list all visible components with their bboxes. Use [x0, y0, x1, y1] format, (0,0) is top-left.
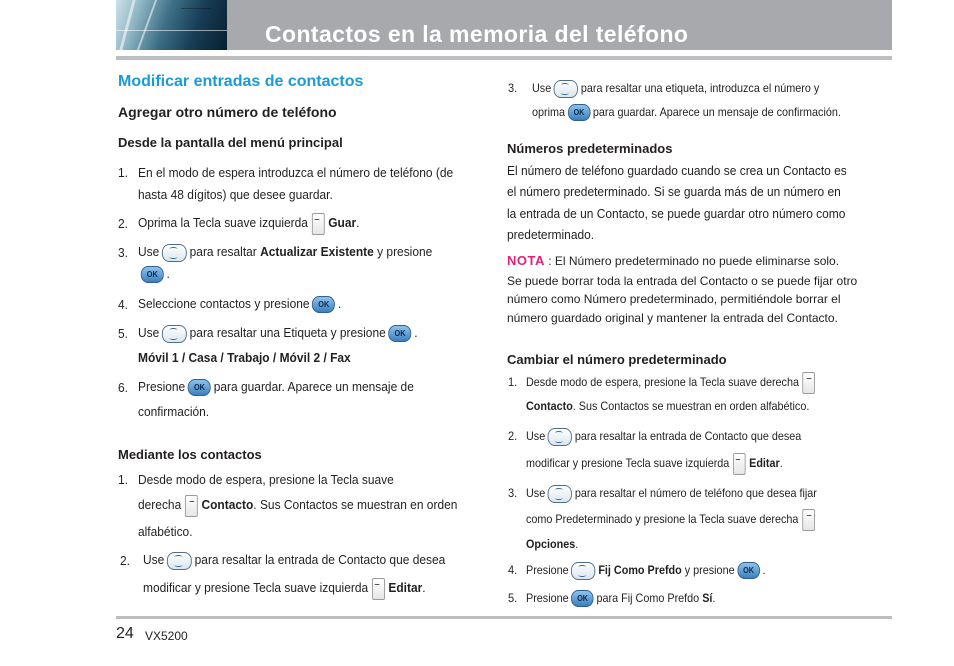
step-text: Oprima la Tecla suave izquierda [138, 215, 308, 230]
step-text: derecha [138, 497, 182, 512]
step-text: modificar y presione Tecla suave izquierda [143, 580, 369, 595]
step-number: 4. [118, 297, 128, 312]
menu-option: Fij Como Prefdo [598, 563, 682, 577]
step-line [526, 452, 783, 475]
page-title: Contactos en la memoria del teléfono [265, 21, 689, 47]
punct: . [356, 215, 360, 230]
right-soft-key-icon [185, 495, 198, 517]
label-options: Móvil 1 / Casa / Trabajo / Móvil 2 / Fax [138, 350, 351, 365]
step-number: 2. [118, 216, 128, 231]
step-text: . Sus Contactos se muestran en orden alfabético. [572, 399, 810, 413]
step-number: 5. [118, 326, 128, 341]
step-line [526, 482, 817, 504]
step-number: 4. [508, 563, 518, 577]
step-line [526, 508, 818, 531]
step-number: 1. [118, 165, 128, 180]
ok-key-icon: OK [141, 266, 164, 283]
step-text: confirmación. [138, 404, 210, 419]
step-text: Use [143, 552, 165, 567]
punct: . [575, 537, 579, 551]
soft-key-label: Guar [328, 215, 357, 230]
ok-key-icon: OK [571, 590, 594, 607]
step-number: 1. [508, 375, 518, 389]
note-text: : El Número predeterminado no puede eliminarse solo. [548, 254, 840, 268]
navigation-key-icon [162, 244, 187, 262]
paragraph-line: la entrada de un Contacto, se puede guardar otro número como [507, 206, 846, 221]
soft-key-label: Contacto [526, 399, 573, 413]
step-text: y presione [684, 563, 735, 577]
step-text: para resaltar el número de teléfono que desea fijar [574, 486, 817, 500]
step-text: como Predeterminado y presione la Tecla suave derecha [526, 512, 799, 526]
subhead-from-main-menu: Desde la pantalla del menú principal [118, 135, 343, 150]
header-rule [116, 56, 892, 60]
option-value: Sí [702, 591, 713, 605]
step-line [526, 371, 819, 394]
step-line [138, 322, 418, 344]
navigation-key-icon [548, 428, 572, 446]
note-label: NOTA [507, 253, 545, 268]
step-text: Use [532, 81, 552, 95]
soft-key-label: Contacto [201, 497, 254, 512]
note-text: Se puede borrar toda la entrada del Contacto o se puede fijar otro [507, 274, 858, 288]
step-text: para resaltar [189, 244, 257, 259]
paragraph-line: el número predeterminado. Si se guarda más de un número en [507, 184, 841, 199]
punct: . [422, 580, 426, 595]
soft-key-label: Editar [388, 580, 423, 595]
step-line [526, 587, 715, 609]
punct: . [414, 325, 418, 340]
step-text: oprima [532, 105, 566, 119]
left-soft-key-icon [733, 453, 746, 475]
section-title: Modificar entradas de contactos [118, 73, 364, 90]
step-text: Seleccione contactos y presione [138, 296, 310, 311]
step-text: modificar y presione Tecla suave izquierda [526, 456, 730, 470]
step-text: hasta 48 dígitos) que desee guardar. [138, 187, 333, 202]
right-soft-key-icon [802, 509, 815, 531]
subhead-change-default: Cambiar el número predeterminado [507, 352, 727, 367]
navigation-key-icon [548, 485, 572, 503]
step-text: para guardar. Aparece un mensaje de confirmación. [592, 105, 841, 119]
soft-key-label: Editar [749, 456, 780, 470]
step-text: para resaltar una Etiqueta y presione [189, 325, 386, 340]
step-text: para resaltar la entrada de Contacto que desea [194, 552, 446, 567]
step-line [138, 376, 414, 398]
paragraph-line: El número de teléfono guardado cuando se crea un Contacto es [507, 163, 847, 178]
step-text: para resaltar la entrada de Contacto que desea [574, 429, 802, 443]
step-number: 3. [508, 81, 518, 95]
note-text: número guardado original y mantener la entrada del Contacto. [507, 311, 838, 325]
soft-key-label: Opciones [526, 537, 576, 551]
header-photo [116, 0, 227, 50]
left-soft-key-icon [312, 213, 325, 235]
step-text: para resaltar una etiqueta, introduzca el número y [580, 81, 820, 95]
step-text: y presione [377, 244, 433, 259]
model-name: VX5200 [145, 629, 188, 643]
navigation-key-icon [162, 325, 187, 343]
step-line [143, 549, 445, 571]
menu-option: Actualizar Existente [260, 244, 374, 259]
punct: . [779, 456, 783, 470]
note-line [507, 253, 839, 268]
step-text: Presione [526, 563, 569, 577]
step-text: Use [138, 325, 160, 340]
step-line [138, 212, 359, 235]
ok-key-icon: OK [312, 296, 335, 313]
step-line [138, 241, 432, 263]
step-line [138, 293, 341, 315]
ok-key-icon: OK [568, 104, 591, 121]
punct: . [166, 266, 170, 281]
step-line [143, 577, 426, 600]
punct: . [762, 563, 766, 577]
step-line [138, 264, 170, 284]
ok-key-icon: OK [188, 379, 211, 396]
right-soft-key-icon [803, 372, 816, 394]
ok-key-icon: OK [389, 325, 412, 342]
note-text: número como Número predeterminado, permitiéndole borrar el [507, 292, 841, 306]
step-number: 2. [508, 429, 518, 443]
step-text: Presione [138, 379, 186, 394]
step-number: 5. [508, 591, 518, 605]
navigation-key-icon [571, 562, 595, 580]
step-line [526, 399, 809, 413]
step-text: Presione [526, 591, 569, 605]
step-number: 6. [118, 380, 128, 395]
step-line [532, 101, 841, 123]
step-text: Desde modo de espera, presione la Tecla suave [138, 472, 394, 487]
step-line [526, 559, 765, 581]
step-line [526, 537, 578, 551]
step-text: Use [138, 244, 160, 259]
punct: . [712, 591, 716, 605]
step-number: 3. [118, 245, 128, 260]
page-number: 24 [116, 625, 134, 642]
navigation-key-icon [554, 80, 578, 98]
step-text: para guardar. Aparece un mensaje de [213, 379, 414, 394]
step-line [138, 494, 457, 517]
ok-key-icon: OK [737, 562, 760, 579]
punct: . [338, 296, 342, 311]
step-number: 3. [508, 486, 518, 500]
subhead-via-contacts: Mediante los contactos [118, 447, 262, 462]
paragraph-line: predeterminado. [507, 227, 595, 242]
subhead-default-numbers: Números predeterminados [507, 141, 673, 156]
step-text: Desde modo de espera, presione la Tecla suave derecha [526, 375, 799, 389]
step-text: . Sus Contactos se muestran en orden [253, 497, 458, 512]
left-soft-key-icon [372, 578, 385, 600]
step-text: alfabético. [138, 524, 193, 539]
step-line [532, 77, 819, 99]
footer-rule [116, 616, 892, 619]
step-text: En el modo de espera introduzca el número de teléfono (de [138, 165, 454, 180]
navigation-key-icon [167, 552, 192, 570]
step-text: Use [526, 486, 546, 500]
step-text: Use [526, 429, 546, 443]
step-text: para Fij Como Prefdo [596, 591, 700, 605]
step-number: 1. [118, 472, 128, 487]
subhead-add-number: Agregar otro número de teléfono [118, 104, 337, 120]
step-line [526, 425, 801, 447]
step-number: 2. [120, 553, 130, 568]
